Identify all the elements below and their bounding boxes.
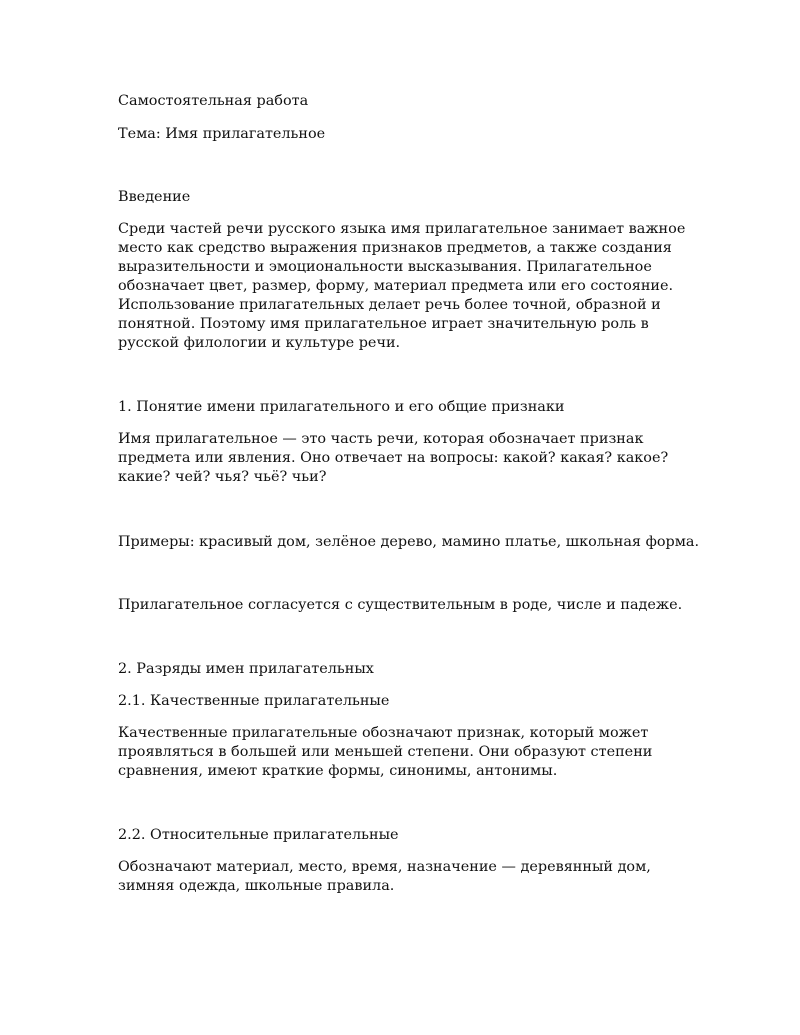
document-topic: Тема: Имя прилагательное bbox=[118, 126, 326, 142]
section-2-2-paragraph: Обозначают материал, место, время, назначение — деревянный дом, зимняя одежда, школьные правила. bbox=[118, 859, 651, 894]
examples-paragraph: Примеры: красивый дом, зелёное дерево, мамино платье, школьная форма. bbox=[118, 534, 700, 550]
section-2-2-heading: 2.2. Относительные прилагательные bbox=[118, 827, 399, 843]
agreement-paragraph: Прилагательное согласуется с существительным в роде, числе и падеже. bbox=[118, 597, 683, 613]
section-2-heading: 2. Разряды имен прилагательных bbox=[118, 661, 374, 677]
intro-paragraph: Среди частей речи русского языка имя прилагательное занимает важное место как средство выражения признаков предметов, а также создания выразительности и эмоциональности высказывания. Прилагательное обозначает цвет, размер, форму, материал предмета или его состояние. Использование прилагательных делает речь более точной, образной и понятной. Поэтому имя прилагательное играет значительную роль в русской филологии и культуре речи. bbox=[118, 221, 686, 351]
section-2-1-paragraph: Качественные прилагательные обозначают признак, который может проявляться в большей или меньшей степени. Они образуют степени сравнения, имеют краткие формы, синонимы, антонимы. bbox=[118, 725, 653, 779]
section-1-heading: 1. Понятие имени прилагательного и его общие признаки bbox=[118, 399, 565, 415]
section-2-1-heading: 2.1. Качественные прилагательные bbox=[118, 693, 390, 709]
document-title: Самостоятельная работа bbox=[118, 93, 309, 109]
section-1-paragraph: Имя прилагательное — это часть речи, которая обозначает признак предмета или явления. Оно отвечает на вопросы: какой? какая? какое? какие? чей? чья? чьё? чьи? bbox=[118, 431, 669, 485]
intro-heading: Введение bbox=[118, 189, 191, 205]
